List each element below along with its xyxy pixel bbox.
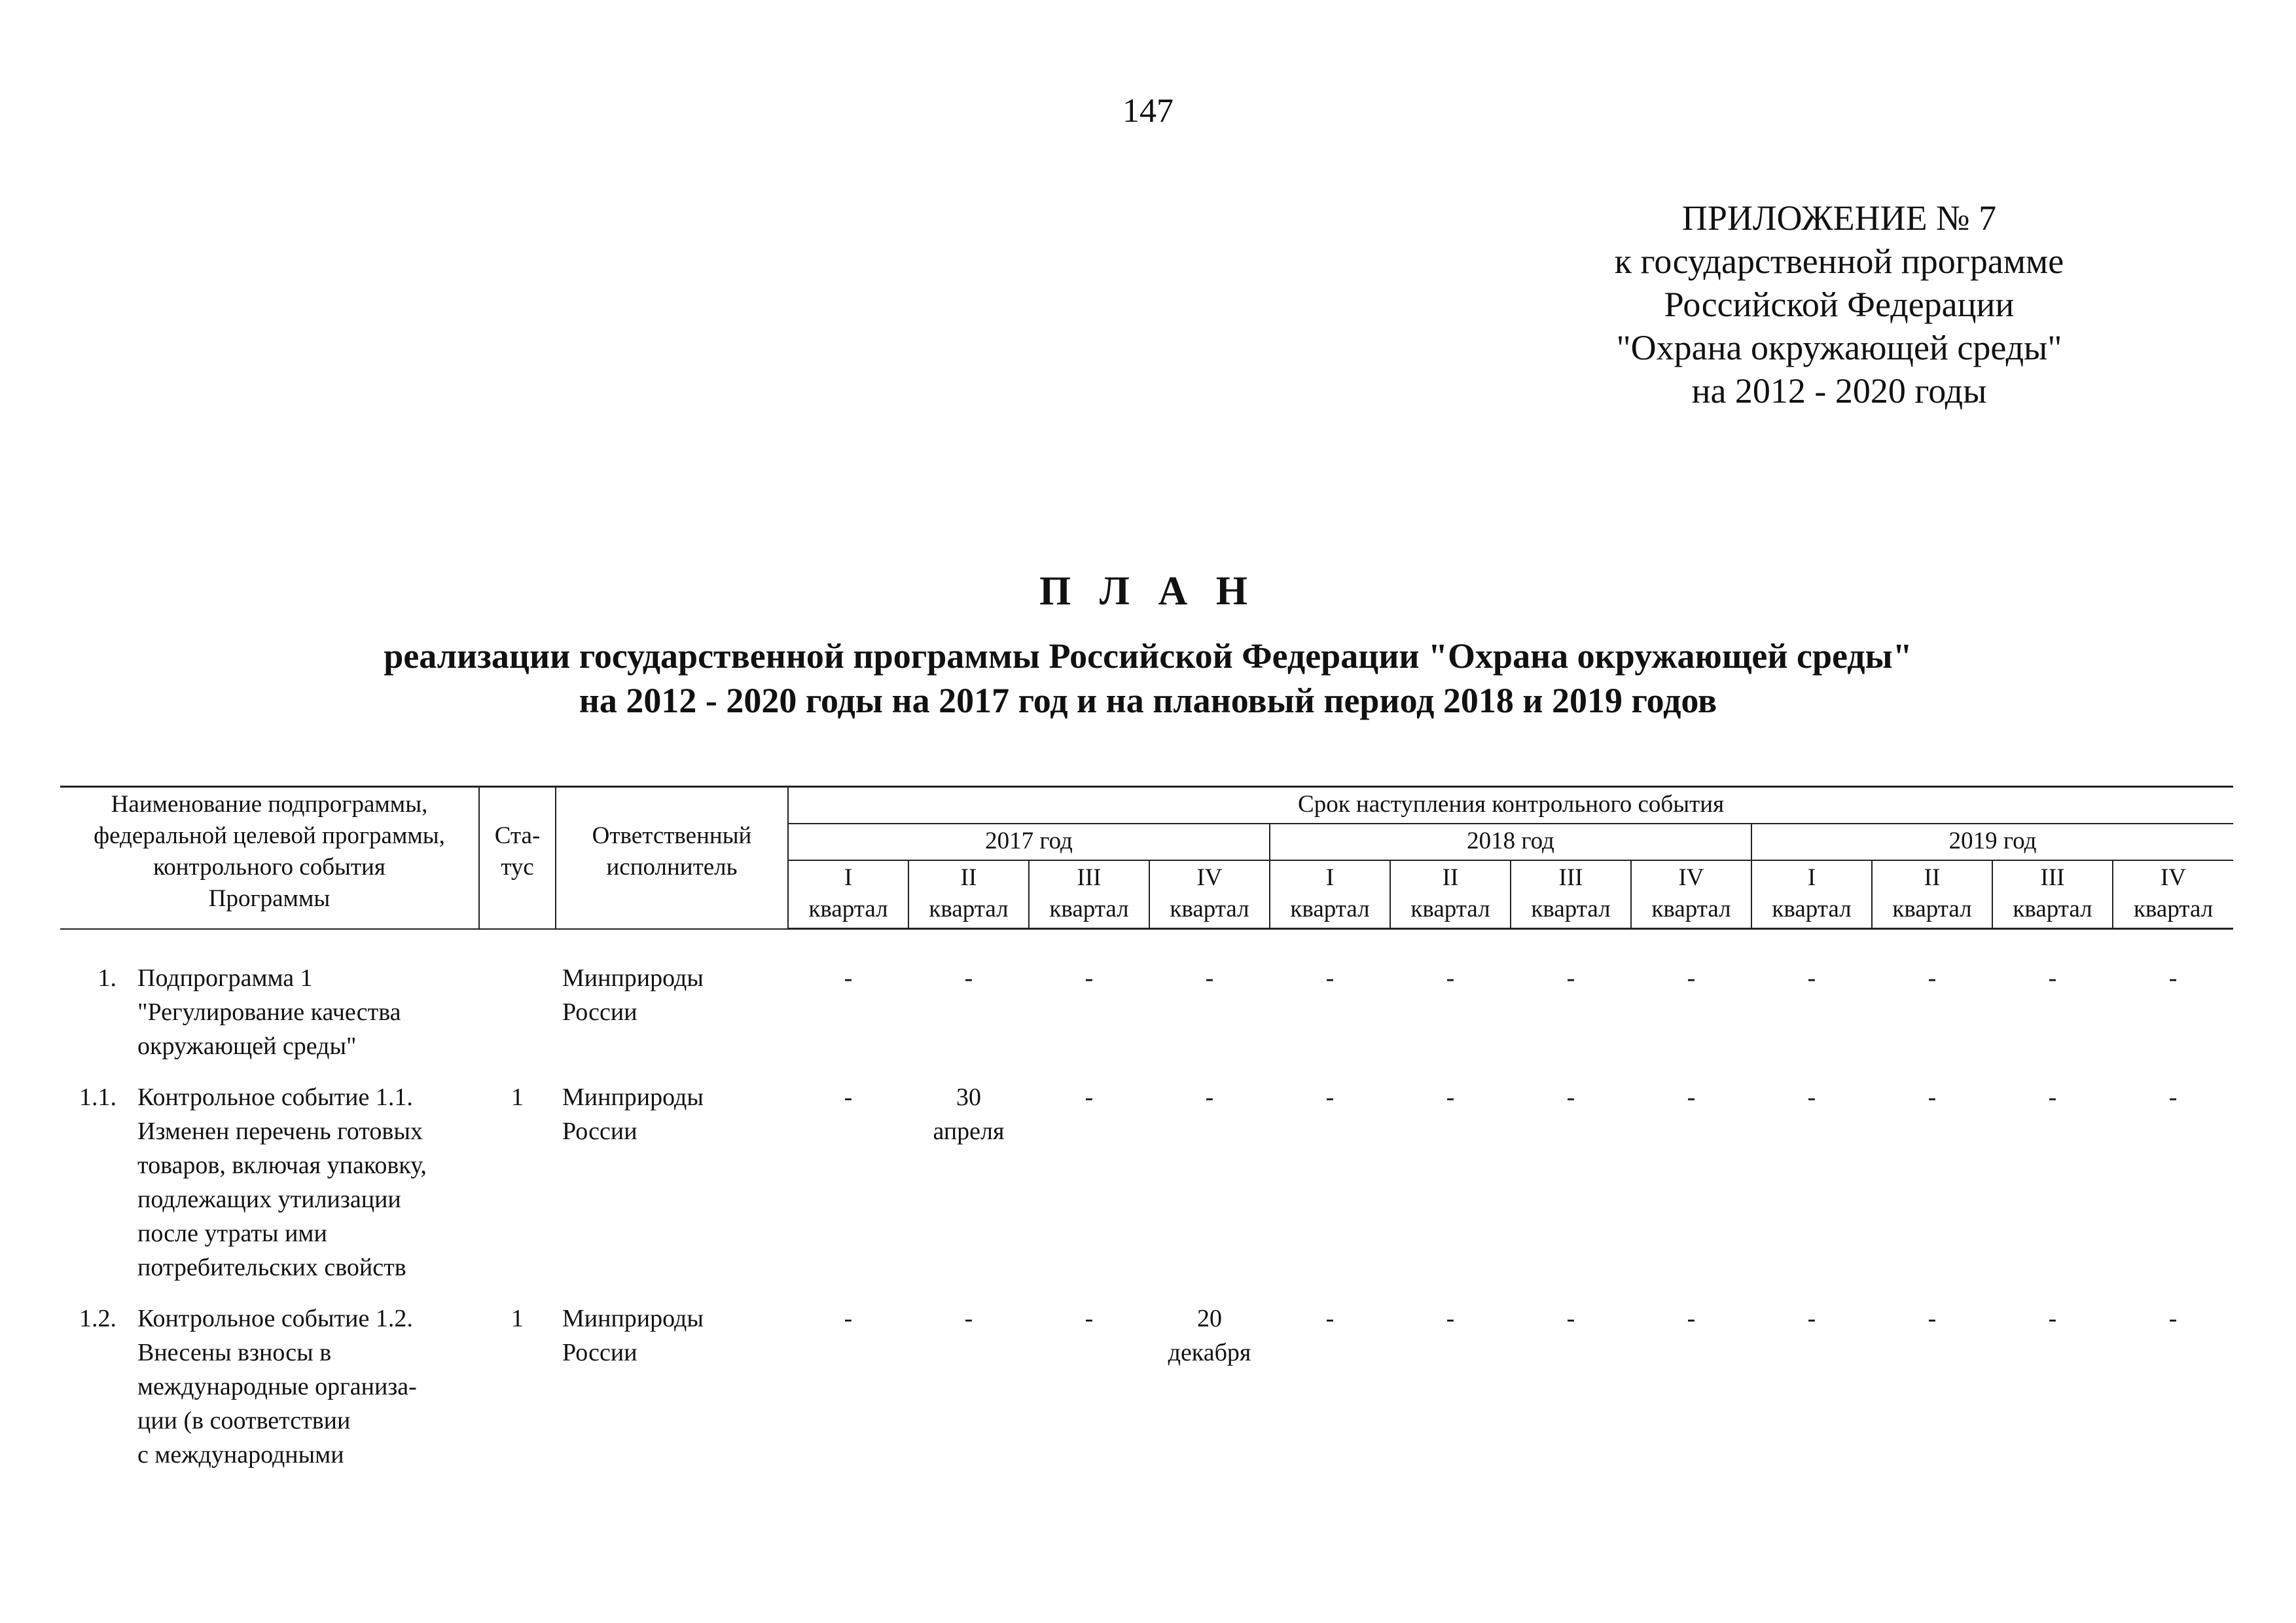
row-quarter-line: - xyxy=(1928,1304,1937,1332)
row-quarter-value xyxy=(1149,1074,1270,1295)
row-executor-line: России xyxy=(562,1338,637,1366)
row-quarter-value xyxy=(1029,1074,1149,1295)
header-quarter-number: II xyxy=(1924,864,1941,891)
row-name-line: подлежащих утилизации xyxy=(137,1185,401,1213)
appendix-line: "Охрана окружающей среды" xyxy=(1616,328,2062,367)
row-number: 1. xyxy=(98,964,117,992)
row-executor xyxy=(556,1074,788,1295)
header-quarter-number: II xyxy=(960,864,977,891)
row-quarter-value xyxy=(1631,929,1751,1074)
header-quarter-number: I xyxy=(1325,864,1335,891)
header-year-2018: 2018 год xyxy=(1270,824,1751,860)
row-name-line: "Регулирование качества xyxy=(137,998,401,1026)
header-executor-line: Ответственный xyxy=(592,822,752,849)
row-name-line: ции (в соответствии xyxy=(137,1406,351,1434)
row-name-line: Внесены взносы в xyxy=(137,1338,332,1366)
row-quarter-value xyxy=(2113,1074,2233,1295)
row-name-line: Контрольное событие 1.2. xyxy=(137,1304,413,1332)
header-quarter-word: квартал xyxy=(1290,896,1370,922)
subtitle-line-2: на 2012 - 2020 годы на 2017 год и на плановый период 2018 и 2019 годов xyxy=(579,681,1717,720)
row-executor-line: России xyxy=(562,998,637,1026)
row-quarter-value xyxy=(1992,929,2113,1074)
row-quarter-value xyxy=(1751,1295,1872,1482)
row-name-cell xyxy=(60,929,479,1074)
row-name-line: после утраты ими xyxy=(137,1219,327,1247)
row-quarter-line: - xyxy=(964,964,973,992)
row-quarter-value xyxy=(1511,929,1631,1074)
header-quarter-number: III xyxy=(1558,864,1583,891)
row-quarter-value xyxy=(908,1074,1029,1295)
header-executor-line: исполнитель xyxy=(606,854,738,881)
header-quarter-word: квартал xyxy=(1892,896,1972,922)
header-quarter-word: квартал xyxy=(808,896,888,922)
row-executor xyxy=(556,1295,788,1482)
row-quarter-value xyxy=(1751,1074,1872,1295)
row-quarter-line: - xyxy=(1807,1304,1816,1332)
row-quarter-line: - xyxy=(2168,1304,2178,1332)
header-quarter xyxy=(1872,860,1992,929)
table-row xyxy=(60,929,2233,1074)
row-quarter-line: - xyxy=(1325,964,1335,992)
row-quarter-value xyxy=(788,1295,908,1482)
row-quarter-value xyxy=(908,929,1029,1074)
row-name-cell xyxy=(60,1295,479,1482)
row-quarter-line: - xyxy=(1085,964,1094,992)
row-quarter-value xyxy=(1631,1295,1751,1482)
header-status-line: тус xyxy=(501,854,534,881)
row-quarter-line: - xyxy=(1807,964,1816,992)
header-executor xyxy=(556,787,788,929)
row-quarter-line: - xyxy=(2048,1304,2057,1332)
header-quarter-word: квартал xyxy=(929,896,1009,922)
row-name-line: товаров, включая упаковку, xyxy=(137,1151,427,1179)
row-quarter-line: - xyxy=(1085,1083,1094,1111)
row-executor-line: Минприроды xyxy=(562,964,704,992)
row-quarter-value xyxy=(1270,1074,1390,1295)
row-quarter-line: 30 xyxy=(956,1083,981,1111)
row-quarter-value xyxy=(1390,1074,1511,1295)
row-name-line: потребительских свойств xyxy=(137,1253,406,1281)
row-quarter-value xyxy=(1872,1295,1992,1482)
header-quarter-word: квартал xyxy=(2133,896,2214,922)
row-quarter-line: - xyxy=(2168,964,2178,992)
row-quarter-line: - xyxy=(2168,1083,2178,1111)
row-quarter-value xyxy=(1872,1074,1992,1295)
header-quarter xyxy=(1631,860,1751,929)
row-quarter-value xyxy=(1631,1074,1751,1295)
row-quarter-value xyxy=(1511,1074,1631,1295)
header-quarter-number: I xyxy=(844,864,853,891)
header-quarter xyxy=(1751,860,1872,929)
table-row xyxy=(60,1295,2233,1482)
header-year-2019: 2019 год xyxy=(1751,824,2233,860)
header-quarter xyxy=(1029,860,1149,929)
row-quarter-value xyxy=(1390,929,1511,1074)
header-quarter xyxy=(1511,860,1631,929)
row-executor-line: Минприроды xyxy=(562,1304,704,1332)
header-quarter-number: I xyxy=(1807,864,1816,891)
row-status: 1 xyxy=(511,1304,524,1332)
row-quarter-line: - xyxy=(1566,1083,1575,1111)
row-quarter-line: - xyxy=(1085,1304,1094,1332)
header-status xyxy=(479,787,556,929)
header-name-line: Наименование подпрограммы, xyxy=(111,791,428,818)
row-quarter-line: - xyxy=(1687,964,1696,992)
row-quarter-value xyxy=(1270,929,1390,1074)
header-name-line: контрольного события xyxy=(153,854,386,881)
plan-table xyxy=(60,786,2233,1482)
header-quarter-word: квартал xyxy=(1410,896,1490,922)
row-name-line: окружающей среды" xyxy=(137,1032,357,1060)
header-status-line: Ста- xyxy=(494,822,541,849)
header-quarter xyxy=(2113,860,2233,929)
row-name-line: Контрольное событие 1.1. xyxy=(137,1083,413,1111)
header-quarter xyxy=(1149,860,1270,929)
row-quarter-value xyxy=(2113,929,2233,1074)
subtitle-line-1: реализации государственной программы Российской Федерации "Охрана окружающей среды" xyxy=(384,636,1912,676)
row-name-line: Подпрограмма 1 xyxy=(137,964,313,992)
header-quarter-word: квартал xyxy=(1170,896,1249,922)
row-quarter-line: 20 xyxy=(1197,1304,1222,1332)
row-quarter-line: - xyxy=(2048,1083,2057,1111)
row-quarter-line: - xyxy=(1687,1304,1696,1332)
row-quarter-value xyxy=(1149,929,1270,1074)
header-name-line: Программы xyxy=(208,885,331,912)
row-quarter-line: - xyxy=(964,1304,973,1332)
header-quarter-number: IV xyxy=(1196,864,1223,891)
row-quarter-value xyxy=(1029,1295,1149,1482)
row-quarter-value xyxy=(1992,1074,2113,1295)
header-quarter-word: квартал xyxy=(1531,896,1611,922)
document-title: П Л А Н xyxy=(1039,569,1257,613)
row-quarter-line: декабря xyxy=(1168,1338,1251,1366)
row-quarter-line: - xyxy=(844,1304,853,1332)
row-quarter-value xyxy=(788,929,908,1074)
row-quarter-value xyxy=(1751,929,1872,1074)
row-quarter-line: апреля xyxy=(933,1117,1005,1145)
appendix-line: Российской Федерации xyxy=(1664,285,2015,324)
header-quarter-number: II xyxy=(1442,864,1459,891)
row-quarter-line: - xyxy=(1566,1304,1575,1332)
row-quarter-line: - xyxy=(844,1083,853,1111)
row-quarter-line: - xyxy=(1687,1083,1696,1111)
header-quarter-number: III xyxy=(2040,864,2065,891)
row-name-line: Изменен перечень готовых xyxy=(137,1117,423,1145)
appendix-line: на 2012 - 2020 годы xyxy=(1691,371,1987,410)
row-status: 1 xyxy=(511,1083,524,1111)
header-quarter-word: квартал xyxy=(2013,896,2092,922)
row-quarter-value xyxy=(1029,929,1149,1074)
appendix-title: ПРИЛОЖЕНИЕ № 7 xyxy=(1681,198,1997,238)
row-quarter-line: - xyxy=(2048,964,2057,992)
header-quarter-word: квартал xyxy=(1049,896,1129,922)
row-name-line: с международными xyxy=(137,1440,344,1468)
row-name-cell xyxy=(60,1074,479,1295)
row-quarter-line: - xyxy=(1446,964,1455,992)
document-subtitle xyxy=(0,634,2296,723)
header-quarter xyxy=(908,860,1029,929)
row-quarter-line: - xyxy=(844,964,853,992)
row-quarter-line: - xyxy=(1928,1083,1937,1111)
header-name xyxy=(60,787,479,929)
row-quarter-value xyxy=(1992,1295,2113,1482)
row-executor-line: Минприроды xyxy=(562,1083,704,1111)
page-number: 147 xyxy=(1122,92,1174,130)
row-quarter-line: - xyxy=(1928,964,1937,992)
row-quarter-line: - xyxy=(1205,1083,1214,1111)
row-quarter-value xyxy=(1511,1295,1631,1482)
row-quarter-line: - xyxy=(1807,1083,1816,1111)
row-number: 1.2. xyxy=(79,1304,117,1332)
header-quarter-word: квартал xyxy=(1651,896,1731,922)
row-quarter-line: - xyxy=(1446,1304,1455,1332)
row-quarter-value xyxy=(908,1295,1029,1482)
header-quarter xyxy=(1270,860,1390,929)
row-quarter-line: - xyxy=(1205,964,1214,992)
row-quarter-line: - xyxy=(1446,1083,1455,1111)
row-quarter-line: - xyxy=(1566,964,1575,992)
row-name-line: международные организа- xyxy=(137,1372,417,1400)
appendix-line: к государственной программе xyxy=(1614,242,2064,281)
table-row xyxy=(60,1074,2233,1295)
header-quarter xyxy=(788,860,908,929)
header-quarter-number: III xyxy=(1077,864,1102,891)
row-executor xyxy=(556,929,788,1074)
header-quarter-number: IV xyxy=(1678,864,1704,891)
row-quarter-value xyxy=(1872,929,1992,1074)
header-quarter-word: квартал xyxy=(1772,896,1852,922)
row-quarter-line: - xyxy=(1325,1304,1335,1332)
row-executor-line: России xyxy=(562,1117,637,1145)
header-name-line: федеральной целевой программы, xyxy=(94,822,445,849)
row-quarter-value xyxy=(788,1074,908,1295)
row-quarter-value xyxy=(1149,1295,1270,1482)
row-quarter-value xyxy=(2113,1295,2233,1482)
header-quarter xyxy=(1992,860,2113,929)
header-deadline: Срок наступления контрольного события xyxy=(788,787,2233,824)
header-quarter-number: IV xyxy=(2161,864,2187,891)
appendix-header xyxy=(1558,196,2121,412)
header-year-2017: 2017 год xyxy=(788,824,1270,860)
row-quarter-value xyxy=(1270,1295,1390,1482)
header-quarter xyxy=(1390,860,1511,929)
row-status xyxy=(479,929,556,1074)
row-quarter-value xyxy=(1390,1295,1511,1482)
row-number: 1.1. xyxy=(79,1083,117,1111)
row-quarter-line: - xyxy=(1325,1083,1335,1111)
